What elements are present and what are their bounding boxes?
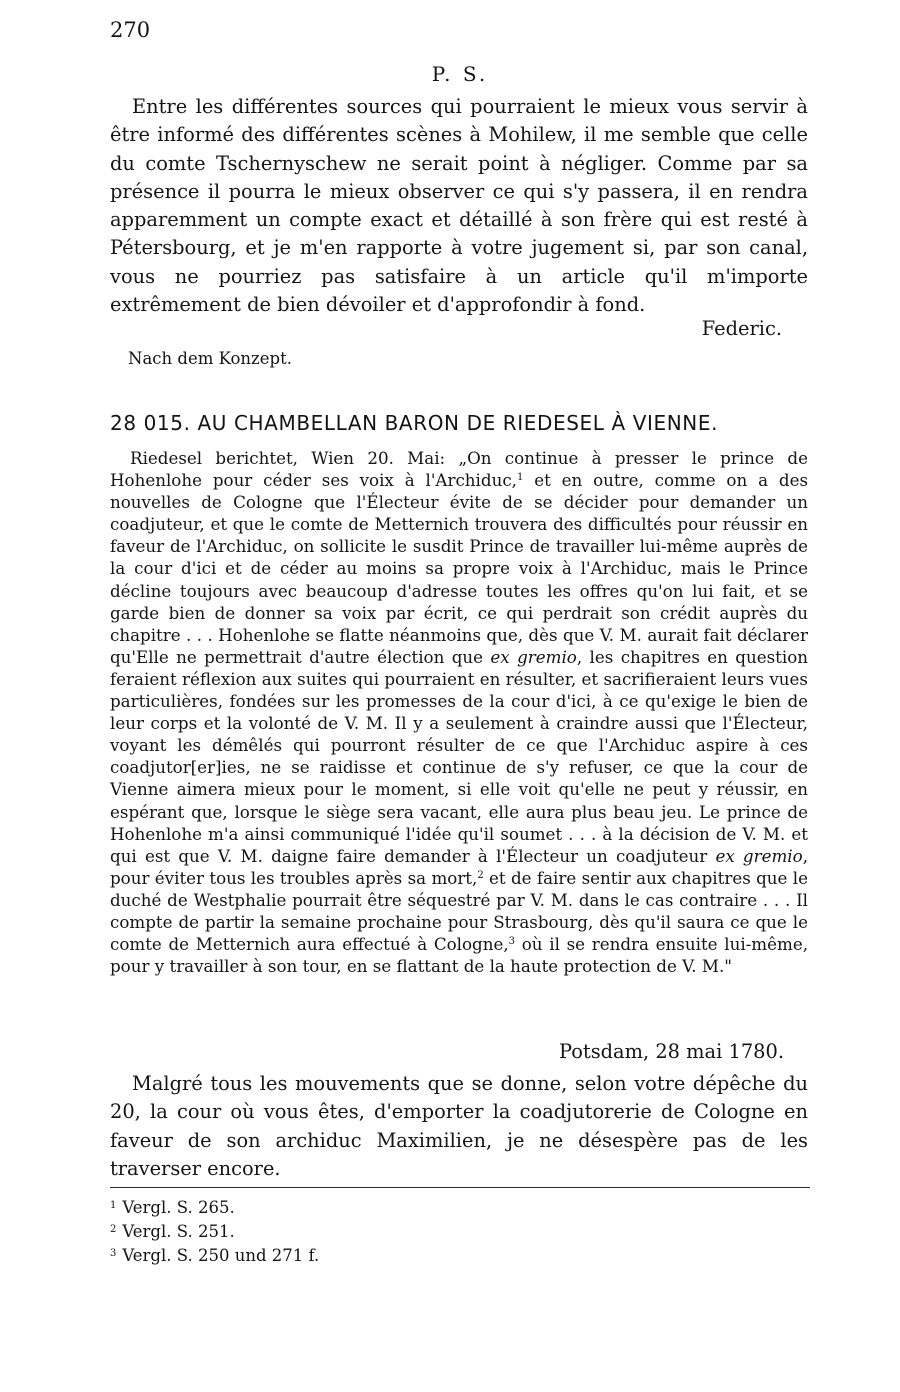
page-number: 270	[110, 18, 151, 42]
source-note: Nach dem Konzept.	[128, 349, 292, 368]
postscript-paragraph: Entre les différentes sources qui pourraient le mieux vous servir à être informé des différentes scènes à Mohilew, il me semble que celle du comte Tschernyschew ne serait point à négliger. Comme par sa présence il pourra le mieux observer ce qui s'y passera, il en rendra apparemment un compte exact et détaillé à son frère qui est resté à Pétersbourg, et je m'en rapporte à votre jugement si, par son canal, vous ne pourriez pas satisfaire à un article qu'il m'importe extrêmement de bien dévoiler et d'approfondir à fond.	[110, 95, 808, 317]
footnote-text: Vergl. S. 265.	[122, 1198, 235, 1217]
letter-body	[110, 1070, 808, 1183]
footnote	[110, 1198, 235, 1217]
footnote	[110, 1222, 235, 1241]
report-text: et en outre, comme on a des nouvelles de Cologne que l'Électeur évite de se décider pour demander un coadjuteur, et que le comte de Metternich trouvera des difficultés pour réussir en faveur de l'Archiduc, on sollicite le susdit Prince de travailler lui-même auprès de la cour d'ici et de céder au moins sa propre voix à l'Archiduc, mais le Prince décline toujours avec beaucoup d'adresse toutes les offres qu'on lui fait, et se garde bien de donner sa voix par écrit, ce qui perdrait son crédit auprès du chapitre . . . Hohenlohe se flatte néanmoins que, dès que V. M. aurait fait déclarer qu'Elle ne permettrait d'autre élection que	[110, 470, 809, 667]
report-italic: ex gremio	[490, 646, 577, 667]
footnote-mark: 1	[110, 1200, 117, 1211]
footnote-mark: 3	[110, 1248, 117, 1259]
footnote-mark: 2	[110, 1224, 117, 1235]
report-italic: ex gremio	[715, 845, 803, 866]
letter-paragraph: Malgré tous les mouvements que se donne, selon votre dépêche du 20, la cour où vous êtes, d'emporter la coadjutorerie de Cologne en faveur de son archiduc Maximilien, je ne désespère pas de les traverser encore.	[110, 1072, 808, 1180]
footnote-ref: 1	[516, 472, 524, 484]
report-paragraph	[110, 447, 808, 977]
footnote-divider	[110, 1187, 810, 1188]
footnote-text: Vergl. S. 250 und 271 f.	[122, 1246, 320, 1265]
signature: Federic.	[701, 317, 782, 340]
letter-heading: 28 015. AU CHAMBELLAN BARON DE RIEDESEL À VIENNE.	[110, 411, 719, 435]
footnote-ref: 3	[508, 936, 516, 948]
report-text: Riedesel berichtet, Wien 20. Mai: „On continue à presser le prince de Hohenlohe pour céder ses voix à l'Archiduc,	[110, 448, 808, 491]
footnote	[110, 1246, 319, 1265]
report-text: et de faire sentir aux chapitres que le duché de Westphalie pourrait être séquestré par V. M. dans le cas contraire . . . Il compte de partir la semaine prochaine pour Strasbourg, dès qu'il saura ce que le comte de Metternich aura effectué à Cologne,	[110, 867, 808, 955]
footnote-ref: 2	[477, 869, 484, 881]
report-text: où il se rendra ensuite lui-même, pour y travailler à son tour, en se flattant de la haute protection de V. M."	[110, 934, 808, 977]
report-summary	[110, 447, 808, 977]
report-text: , pour éviter tous les troubles après sa mort,	[110, 845, 808, 888]
place-date: Potsdam, 28 mai 1780.	[558, 1040, 784, 1063]
postscript-heading: P. S.	[431, 62, 489, 86]
footnote-text: Vergl. S. 251.	[122, 1222, 235, 1241]
postscript-body	[110, 93, 808, 319]
report-text: , les chapitres en question feraient réflexion aux suites qui pourraient en résulter, et sacrifieraient leurs vues particulières, fondées sur les promesses de la cour d'ici, à ce qu'exige le bien de leur corps et la volonté de V. M. Il y a seulement à craindre aussi que l'Électeur, voyant les démêlés qui pourront résulter de ce que l'Archiduc aspire à ces coadjutor[er]ies, ne se raidisse et continue de s'y refuser, ce que la cour de Vienne aimera mieux pour le moment, si elle voit qu'elle ne peut y réussir, en espérant que, lorsque le siège sera vacant, elle aura plus beau jeu. Le prince de Hohenlohe m'a ainsi communiqué l'idée qu'il soumet . . . à la décision de V. M. et qui est que V. M. daigne faire demander à l'Électeur un coadjuteur	[110, 646, 808, 866]
